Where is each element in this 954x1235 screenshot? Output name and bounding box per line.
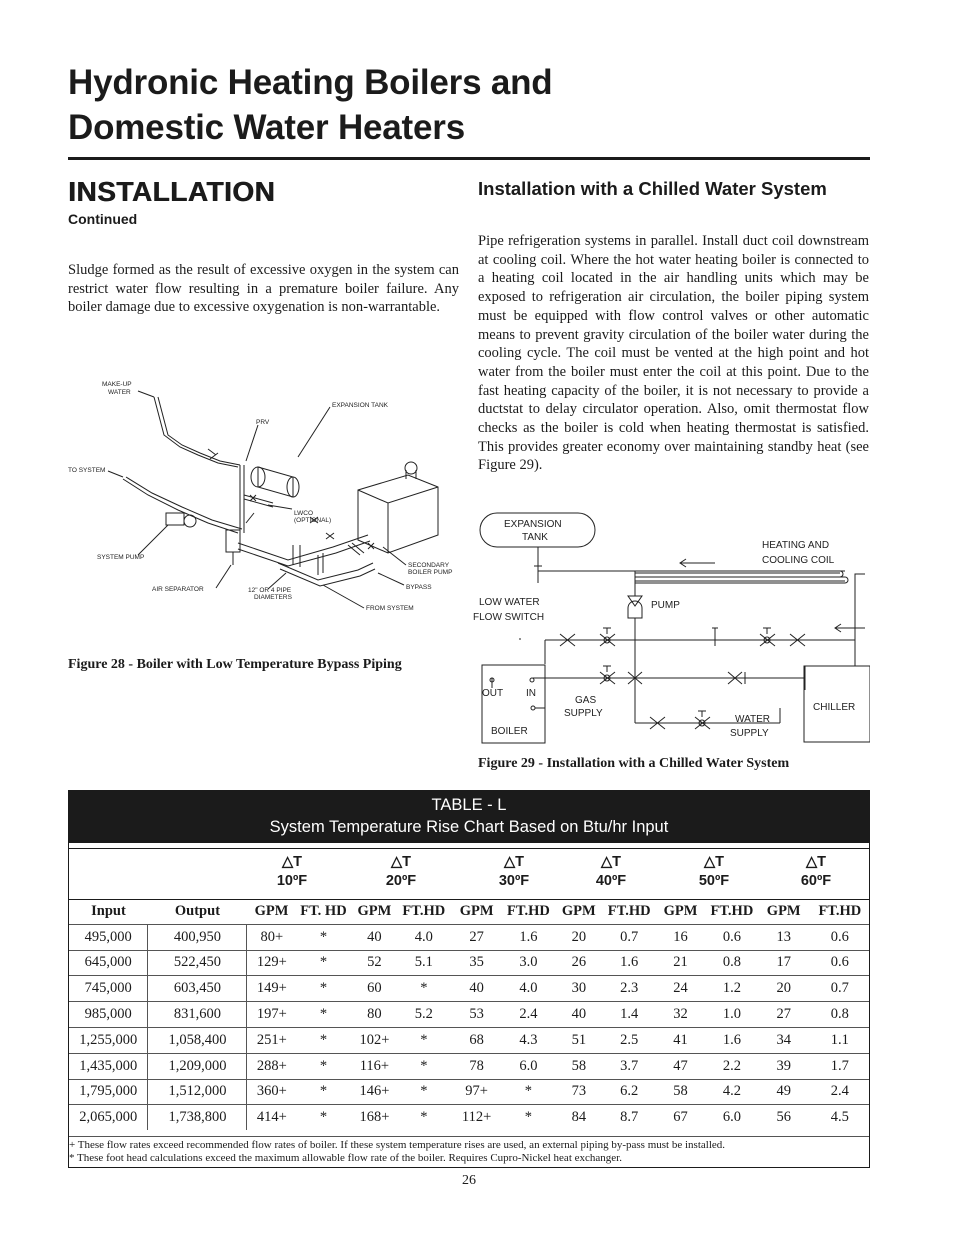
table-cell: * <box>504 1079 554 1105</box>
table-cell: 4.5 <box>811 1105 869 1130</box>
table-cell: 49 <box>757 1079 811 1105</box>
delta-t-label: △T <box>281 854 302 870</box>
table-notes <box>69 1136 869 1165</box>
table-cell: 8.7 <box>604 1105 654 1130</box>
table-cell: 73 <box>553 1079 604 1105</box>
table-cell: 3.0 <box>504 950 554 976</box>
col-header-fthd: FT.HD <box>402 902 446 919</box>
fig29-label-gas-2: SUPPLY <box>564 708 603 719</box>
table-cell: 831,600 <box>148 1002 247 1028</box>
table-cell: 985,000 <box>69 1002 148 1028</box>
fig28-label-makeup-1: MAKE-UP <box>102 381 132 388</box>
col-header-fthd: FT.HD <box>710 902 754 919</box>
table-cell: 40 <box>450 976 504 1002</box>
page-number: 26 <box>462 1173 476 1188</box>
table-cell: 149+ <box>247 976 296 1002</box>
table-cell: 34 <box>757 1027 811 1053</box>
title-rule <box>68 157 870 160</box>
chilled-water-paragraph: Pipe refrigeration systems in parallel. Install duct coil downstream at cooling coil. Where the hot water heating boiler is connected to a heating coil located in the air handling units which may be exposed to refrigeration air circulation, the boiler piping system must be equipped with flow control valves or other automatic means to prevent gravity circulation of the boiler water during the cooling cycle. The coil must be vented at the high point and hot water from the boiler must enter the coil at this point. Due to the fast heating capacity of the boiler, it is not necessary to provide a ductstat to delay circulator operation. Also, omit thermostat flow checks as the boiler is cold when heating thermostat is satisfied. This provides greater economy over maintaining standby heat (see Figure 29). <box>478 233 869 474</box>
table-cell: 1.0 <box>707 1002 757 1028</box>
col-header-gpm: GPM <box>663 902 698 919</box>
table-cell: * <box>398 1105 450 1130</box>
table-cell: 52 <box>351 950 398 976</box>
table-cell: 5.2 <box>398 1002 450 1028</box>
table-cell: 17 <box>757 950 811 976</box>
fig29-label-water-2: SUPPLY <box>730 728 769 739</box>
table-cell: 2.2 <box>707 1053 757 1079</box>
table-cell: * <box>296 1079 351 1105</box>
col-header-gpm: GPM <box>459 902 494 919</box>
fig29-label-heating-1: HEATING AND <box>762 540 830 551</box>
table-cell: 2.5 <box>604 1027 654 1053</box>
col-header-input: Input <box>91 902 126 919</box>
table-cell: 360+ <box>247 1079 296 1105</box>
table-row <box>69 1079 869 1105</box>
table-cell: 1.2 <box>707 976 757 1002</box>
table-row <box>69 1053 869 1079</box>
table-cell: 102+ <box>351 1027 398 1053</box>
table-cell: 27 <box>757 1002 811 1028</box>
delta-t-label: △T <box>503 854 524 870</box>
table-cell: 39 <box>757 1053 811 1079</box>
figure-28-caption: Figure 28 - Boiler with Low Temperature Bypass Piping <box>68 657 402 672</box>
table-cell: * <box>398 1079 450 1105</box>
fig29-label-low-water-1: LOW WATER <box>479 597 540 608</box>
table-cell: 1,435,000 <box>69 1053 148 1079</box>
table-cell: 1,512,000 <box>148 1079 247 1105</box>
temperature-rise-table <box>69 899 869 1130</box>
table-cell: 1.1 <box>811 1027 869 1053</box>
delta-t-col <box>781 853 851 891</box>
table-cell: 4.3 <box>504 1027 554 1053</box>
fig28-label-bypass: BYPASS <box>406 584 432 591</box>
fig29-label-low-water-2: FLOW SWITCH <box>473 612 545 623</box>
delta-t-label: △T <box>805 854 826 870</box>
fig28-label-from-system: FROM SYSTEM <box>366 605 414 612</box>
table-cell: 5.1 <box>398 950 450 976</box>
fig29-label-chiller: CHILLER <box>813 702 856 713</box>
table-row <box>69 950 869 976</box>
delta-t-col <box>576 853 646 891</box>
fig28-label-expansion-tank: EXPANSION TANK <box>332 402 388 409</box>
chilled-water-heading: Installation with a Chilled Water System <box>478 178 827 199</box>
delta-t-value: 30ºF <box>498 873 530 889</box>
table-cell: * <box>398 976 450 1002</box>
table-cell: * <box>296 924 351 950</box>
table-cell: 2,065,000 <box>69 1105 148 1130</box>
table-cell: 1.4 <box>604 1002 654 1028</box>
table-cell: 745,000 <box>69 976 148 1002</box>
table-cell: 1,058,400 <box>148 1027 247 1053</box>
delta-t-col <box>679 853 749 891</box>
table-note-star: * These foot head calculations exceed the maximum allowable flow rate of the boiler. Requires Cupro-Nickel heat exchanger. <box>69 1152 622 1164</box>
table-cell: 0.6 <box>811 924 869 950</box>
delta-t-value: 40ºF <box>595 873 627 889</box>
table-cell: 414+ <box>247 1105 296 1130</box>
table-subtitle: System Temperature Rise Chart Based on Btu/hr Input <box>269 818 669 836</box>
col-header-output: Output <box>174 902 221 919</box>
table-cell: * <box>296 950 351 976</box>
table-cell: * <box>296 1027 351 1053</box>
col-header-gpm: GPM <box>254 902 289 919</box>
col-header-fthd: FT. HD <box>300 902 347 919</box>
table-cell: * <box>296 1105 351 1130</box>
table-l <box>68 790 870 1168</box>
fig28-label-secondary-1: SECONDARY <box>408 562 450 569</box>
sludge-paragraph: Sludge formed as the result of excessive oxygen in the system can restrict water flow resulting in a premature boiler failure. Any boiler damage due to excessive oxygenation is non-warrantable. <box>68 262 459 316</box>
table-cell: 0.8 <box>707 950 757 976</box>
fig28-label-makeup-2: WATER <box>108 389 131 396</box>
table-cell: * <box>398 1027 450 1053</box>
table-cell: 47 <box>654 1053 707 1079</box>
table-row <box>69 1105 869 1130</box>
table-cell: 27 <box>450 924 504 950</box>
fig28-label-to-system: TO SYSTEM <box>68 467 106 474</box>
fig28-label-secondary-2: BOILER PUMP <box>408 569 453 576</box>
table-cell: 58 <box>654 1079 707 1105</box>
page-title-line1: Hydronic Heating Boilers and <box>68 63 553 102</box>
table-cell: 495,000 <box>69 924 148 950</box>
col-header-gpm: GPM <box>357 902 392 919</box>
fig28-label-lwco-1: LWCO <box>294 510 314 517</box>
delta-t-value: 60ºF <box>800 873 832 889</box>
table-cell: 522,450 <box>148 950 247 976</box>
delta-t-label: △T <box>390 854 411 870</box>
table-cell: 58 <box>553 1053 604 1079</box>
table-cell: 168+ <box>351 1105 398 1130</box>
table-cell: 40 <box>351 924 398 950</box>
fig29-label-boiler: BOILER <box>491 726 528 737</box>
fig28-label-system-pump: SYSTEM PUMP <box>97 554 145 561</box>
table-cell: 40 <box>553 1002 604 1028</box>
table-cell: 26 <box>553 950 604 976</box>
page-title-line2: Domestic Water Heaters <box>68 108 465 147</box>
table-column-header-row <box>69 899 869 924</box>
table-cell: 56 <box>757 1105 811 1130</box>
table-cell: 24 <box>654 976 707 1002</box>
figure-29-diagram <box>470 508 870 744</box>
table-cell: 35 <box>450 950 504 976</box>
table-title: TABLE - L <box>431 796 507 814</box>
table-cell: 1.7 <box>811 1053 869 1079</box>
fig28-label-pipe-1: 12" OR 4 PIPE <box>248 587 292 594</box>
table-cell: 129+ <box>247 950 296 976</box>
col-header-fthd: FT.HD <box>507 902 550 919</box>
table-cell: 20 <box>757 976 811 1002</box>
table-cell: 53 <box>450 1002 504 1028</box>
fig29-label-pump: PUMP <box>651 600 680 611</box>
table-cell: 13 <box>757 924 811 950</box>
delta-t-header-row <box>69 848 869 900</box>
table-cell: 32 <box>654 1002 707 1028</box>
table-cell: 60 <box>351 976 398 1002</box>
col-header-fthd: FT.HD <box>818 902 862 919</box>
page-title <box>68 60 553 150</box>
table-cell: 1,255,000 <box>69 1027 148 1053</box>
table-cell: 1,209,000 <box>148 1053 247 1079</box>
table-cell: 4.2 <box>707 1079 757 1105</box>
delta-t-value: 20ºF <box>385 873 417 889</box>
table-cell: 41 <box>654 1027 707 1053</box>
table-cell: 0.7 <box>811 976 869 1002</box>
fig29-label-in: IN <box>526 688 536 699</box>
table-cell: 6.2 <box>604 1079 654 1105</box>
figure-29-caption: Figure 29 - Installation with a Chilled Water System <box>478 756 790 771</box>
table-cell: 68 <box>450 1027 504 1053</box>
table-cell: 67 <box>654 1105 707 1130</box>
fig29-label-out: OUT <box>482 688 504 699</box>
delta-t-label: △T <box>600 854 621 870</box>
table-cell: * <box>296 976 351 1002</box>
table-note-plus: + These flow rates exceed recommended flow rates of boiler. If these system temperature rises are used, an external piping by-pass must be installed. <box>69 1139 726 1151</box>
fig29-label-expansion-2: TANK <box>522 532 548 543</box>
delta-t-col <box>257 853 327 891</box>
table-cell: 400,950 <box>148 924 247 950</box>
table-cell: 146+ <box>351 1079 398 1105</box>
table-cell: 1,738,800 <box>148 1105 247 1130</box>
table-row <box>69 1002 869 1028</box>
table-cell: 1.6 <box>707 1027 757 1053</box>
fig29-label-heating-2: COOLING COIL <box>762 555 835 566</box>
table-cell: 0.8 <box>811 1002 869 1028</box>
table-cell: 97+ <box>450 1079 504 1105</box>
table-cell: 1.6 <box>604 950 654 976</box>
fig29-label-expansion-1: EXPANSION <box>504 519 562 530</box>
table-cell: 80 <box>351 1002 398 1028</box>
table-cell: 3.7 <box>604 1053 654 1079</box>
table-cell: 112+ <box>450 1105 504 1130</box>
table-row <box>69 924 869 950</box>
table-cell: 2.4 <box>811 1079 869 1105</box>
section-subtitle: Continued <box>68 211 138 227</box>
table-cell: 1,795,000 <box>69 1079 148 1105</box>
table-cell: 1.6 <box>504 924 554 950</box>
table-cell: 4.0 <box>398 924 450 950</box>
section-title: INSTALLATION <box>68 176 276 207</box>
table-cell: 197+ <box>247 1002 296 1028</box>
table-cell: 78 <box>450 1053 504 1079</box>
fig28-label-prv: PRV <box>256 419 270 426</box>
table-cell: * <box>296 1002 351 1028</box>
table-cell: 80+ <box>247 924 296 950</box>
table-cell: 288+ <box>247 1053 296 1079</box>
table-cell: 2.3 <box>604 976 654 1002</box>
table-cell: * <box>296 1053 351 1079</box>
table-cell: 603,450 <box>148 976 247 1002</box>
table-cell: 21 <box>654 950 707 976</box>
delta-t-col <box>479 853 549 891</box>
table-cell: 20 <box>553 924 604 950</box>
col-header-gpm: GPM <box>766 902 801 919</box>
table-cell: 0.6 <box>811 950 869 976</box>
table-cell: 116+ <box>351 1053 398 1079</box>
table-cell: 16 <box>654 924 707 950</box>
table-cell: 30 <box>553 976 604 1002</box>
table-row <box>69 976 869 1002</box>
table-cell: * <box>504 1105 554 1130</box>
table-row <box>69 1027 869 1053</box>
table-cell: 2.4 <box>504 1002 554 1028</box>
table-cell: 251+ <box>247 1027 296 1053</box>
table-cell: 6.0 <box>504 1053 554 1079</box>
col-header-gpm: GPM <box>561 902 596 919</box>
table-header <box>69 791 869 843</box>
fig28-label-lwco-2: (OPTIONAL) <box>294 517 332 524</box>
col-header-fthd: FT.HD <box>607 902 651 919</box>
delta-t-label: △T <box>703 854 724 870</box>
figure-28-diagram <box>68 375 460 620</box>
table-cell: 645,000 <box>69 950 148 976</box>
table-cell: 6.0 <box>707 1105 757 1130</box>
delta-t-value: 50ºF <box>698 873 730 889</box>
table-cell: 0.6 <box>707 924 757 950</box>
delta-t-value: 10ºF <box>276 873 308 889</box>
delta-t-col <box>366 853 436 891</box>
table-cell: 4.0 <box>504 976 554 1002</box>
fig29-label-gas-1: GAS <box>575 695 597 706</box>
table-cell: 84 <box>553 1105 604 1130</box>
fig28-label-air-separator: AIR SEPARATOR <box>152 586 204 593</box>
table-cell: * <box>398 1053 450 1079</box>
table-cell: 0.7 <box>604 924 654 950</box>
fig29-label-water-1: WATER <box>735 714 770 725</box>
table-cell: 51 <box>553 1027 604 1053</box>
fig28-label-pipe-2: DIAMETERS <box>254 594 292 601</box>
